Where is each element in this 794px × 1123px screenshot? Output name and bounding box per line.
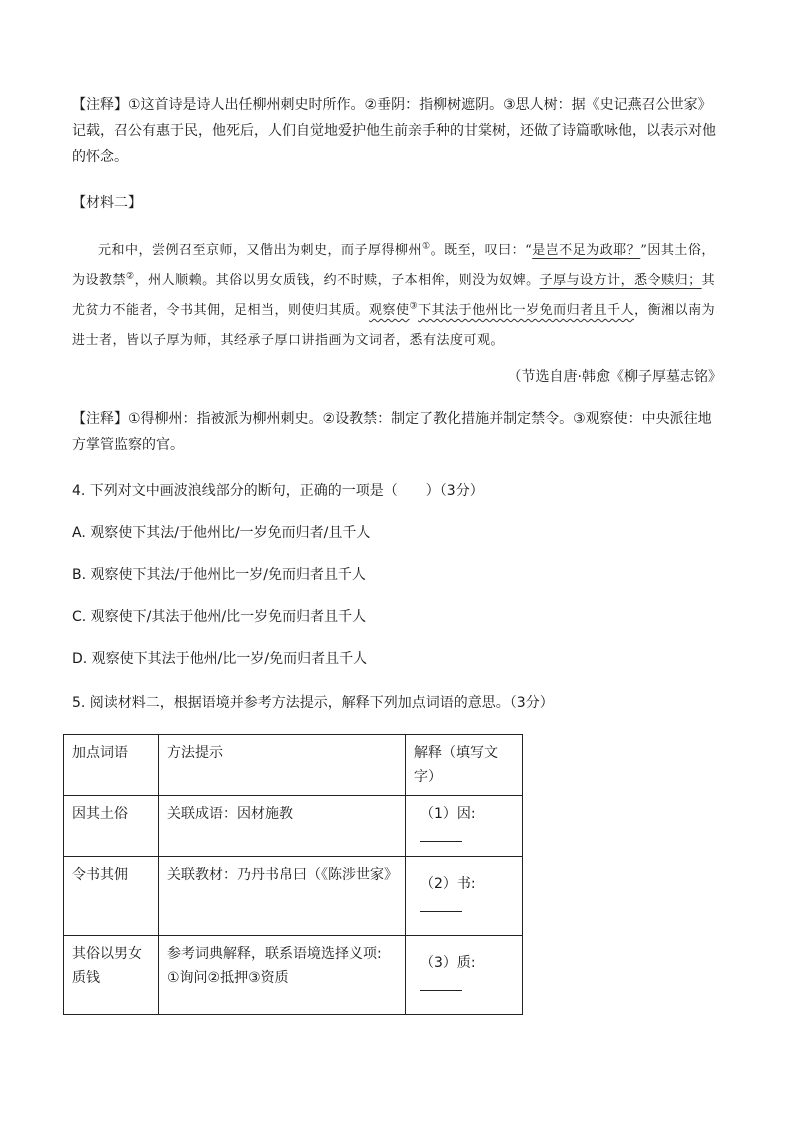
hint-cell: 关联教材：乃丹书帛曰（《陈涉世家》 [159,857,406,936]
footnote-marker-3: ③ [409,301,419,312]
passage-sentence-2: 。既至，叹曰：“ [430,243,533,258]
question-4-option-d: D. 观察使下其法于他州/比一岁/免而归者且千人 [72,651,368,667]
answer-blank-1[interactable] [420,827,462,842]
source-citation: （节选自唐·韩愈《柳子厚墓志铭》 [507,369,722,385]
passage-sentence-6: ，衡湘以南为进士者，皆以子厚为师，其经承子厚口讲指画为文词者，悉有法度可观。 [72,303,716,348]
passage-sentence-4: ，州人顺赖。其俗以男女质钱，约不时赎，子本相侔，则没为奴婢。 [134,273,540,288]
table-row [64,936,523,1015]
question-4-option-a: A. 观察使下其法/于他州比/一岁免而归者/且千人 [72,525,371,541]
table-row [64,857,523,936]
underlined-quote: 是岂不足为政耶？ [532,243,641,258]
wavy-underlined-part-b: 下其法于他州比一岁免而归者且千人 [418,303,635,318]
word-cell: 其俗以男女质钱 [64,936,159,1015]
answer-blank-3[interactable] [420,976,462,991]
answer-cell [406,936,523,1015]
wavy-underlined-part-a: 观察使 [369,303,410,318]
word-cell: 令书其佣 [64,857,159,936]
header-hint: 方法提示 [159,735,406,796]
question-5-stem: 5. 阅读材料二，根据语境并参考方法提示，解释下列加点词语的意思。（3分） [72,695,554,711]
word-cell: 因其土俗 [64,796,159,857]
answer-cell [406,857,523,936]
question-4-option-c: C. 观察使下/其法于他州/比一岁免而归者且千人 [72,609,367,625]
answer-blank-2[interactable] [420,897,462,912]
answer-cell [406,796,523,857]
header-answer: 解释（填写文字） [406,735,523,796]
table-row [64,796,523,857]
question-4-stem: 4. 下列对文中画波浪线部分的断句，正确的一项是（ ）（3分） [72,483,484,499]
footnote-marker-2: ② [126,271,135,282]
footnote-marker-1: ① [422,241,431,252]
table-header-row [64,735,523,796]
vocabulary-table [63,734,523,1015]
underlined-sentence: 子厚与设方计，悉令赎归； [539,273,702,288]
question-4-option-b: B. 观察使下其法/于他州比一岁/免而归者且千人 [72,567,366,583]
answer-label: （3）质: [420,955,476,971]
hint-cell: 关联成语：因材施教 [159,796,406,857]
header-word: 加点词语 [64,735,159,796]
material-two-heading: 【材料二】 [72,195,142,211]
classical-passage [72,236,722,356]
passage-sentence-1: 元和中，尝例召至京师，又偕出为刺史，而子厚得柳州 [98,243,423,258]
answer-label: （2）书: [420,876,476,892]
answer-label: （1）因: [420,806,476,822]
hint-cell: 参考词典解释，联系语境选择义项: ①询问②抵押③资质 [159,936,406,1015]
poem-annotation: 【注释】①这首诗是诗人出任柳州刺史时所作。②垂阴：指柳树遮阴。③思人树：据《史记燕召公世家》记载，召公有惠于民，他死后，人们自觉地爱护他生前亲手种的甘棠树，还做了诗篇歌咏他，以表示对他的怀念。 [72,97,716,165]
passage-sentence-3: ”因其土俗，为设教禁 [72,243,715,288]
passage-annotation: 【注释】①得柳州：指被派为柳州刺史。②设教禁：制定了教化措施并制定禁令。③观察使：中央派往地方掌管监察的官。 [72,411,712,453]
passage-sentence-5: 其尤贫力不能者，令书其佣，足相当，则使归其质。 [72,273,716,318]
